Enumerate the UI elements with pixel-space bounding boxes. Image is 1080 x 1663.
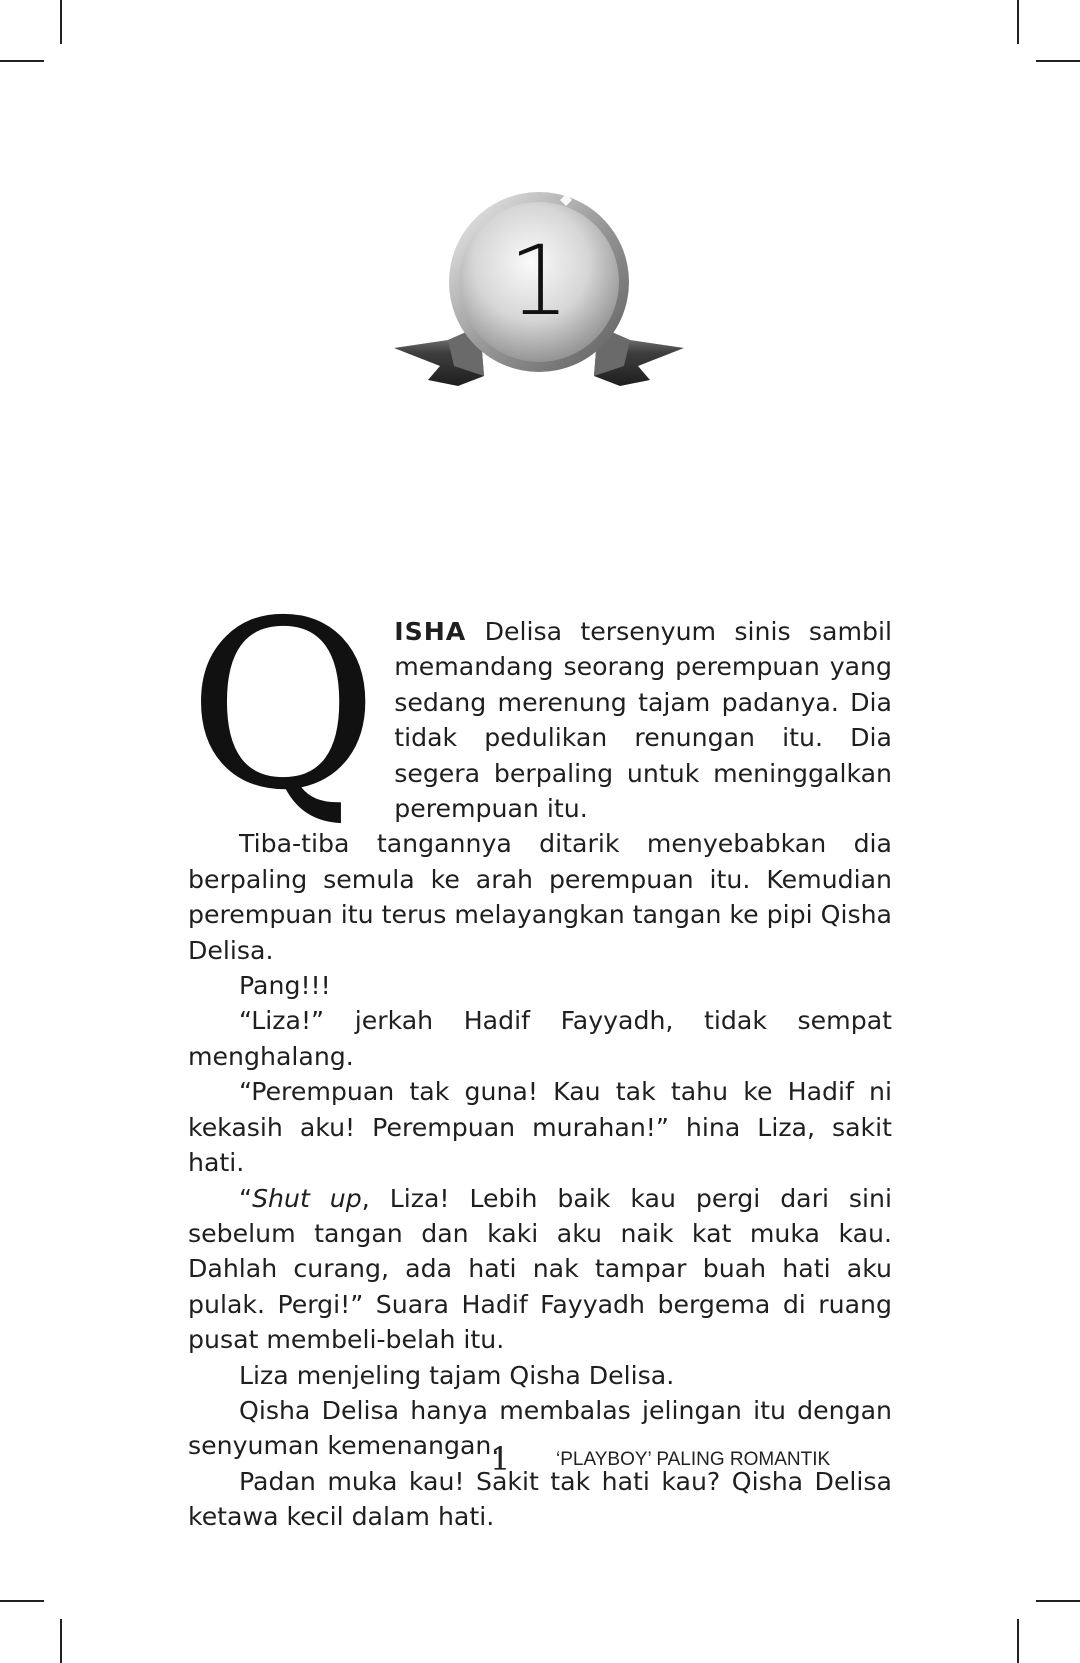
paragraph: “Liza!” jerkah Hadif Fayyadh, tidak sempat menghalang. [188,1006,892,1071]
paragraph-text: Delisa tersenyum sinis sambil memandang seorang perempuan yang sedang merenung tajam padanya. Dia tidak pedulikan renungan itu. Dia segera berpaling untuk meninggalkan perempuan itu. [394,617,892,824]
paragraph-text: , Liza! Lebih baik kau pergi dari sini sebelum tangan dan kaki aku naik kat muka kau. Dahlah curang, ada hati nak tampar buah hati aku pulak. Pergi!” Suara Hadif Fayyadh bergema di ruang pusat membeli-belah itu. [188,1183,893,1355]
paragraph: Liza menjeling tajam Qisha Delisa. [239,1360,675,1390]
drop-cap: Q [188,571,379,841]
lead-word: ISHA [394,617,467,646]
paragraph: Pang!!! [239,971,331,1001]
crop-mark-bottom-left-v [60,1619,62,1663]
page-number: 1 [490,1440,511,1478]
crop-mark-bottom-right-v [1017,1619,1019,1663]
running-title: ‘PLAYBOY’ PALING ROMANTIK [556,1449,831,1470]
chapter-body [188,571,893,1535]
paragraph-opening [188,571,892,841]
crop-mark-top-right-h [1036,60,1080,62]
chapter-number: 1 [508,225,570,337]
quote-open: “ [239,1183,253,1213]
crop-mark-top-right-v [1017,0,1019,44]
paragraph: Tiba-tiba tangannya ditarik menyebabkan dia berpaling semula ke arah perempuan itu. Kemudian perempuan itu terus melayangkan tangan ke pipi Qisha Delisa. [188,829,892,965]
paragraph: Qisha Delisa hanya membalas jelingan itu dengan senyuman kemenangan. [188,1395,892,1461]
italic-phrase: Shut up [252,1183,362,1213]
chapter-badge [388,190,690,400]
paragraph: “Perempuan tak guna! Kau tak tahu ke Hadif ni kekasih aku! Perempuan murahan!” hina Liza, sakit hati. [188,1077,892,1178]
crop-mark-top-left-v [60,0,62,44]
crop-mark-top-left-h [0,60,44,62]
crop-mark-bottom-right-h [1036,1600,1080,1602]
sparkle-icon [420,260,436,276]
paragraph: Padan muka kau! Sakit tak hati kau? Qisha Delisa ketawa kecil dalam hati. [188,1466,892,1532]
crop-mark-bottom-left-h [0,1600,44,1602]
paragraph [188,1181,892,1358]
